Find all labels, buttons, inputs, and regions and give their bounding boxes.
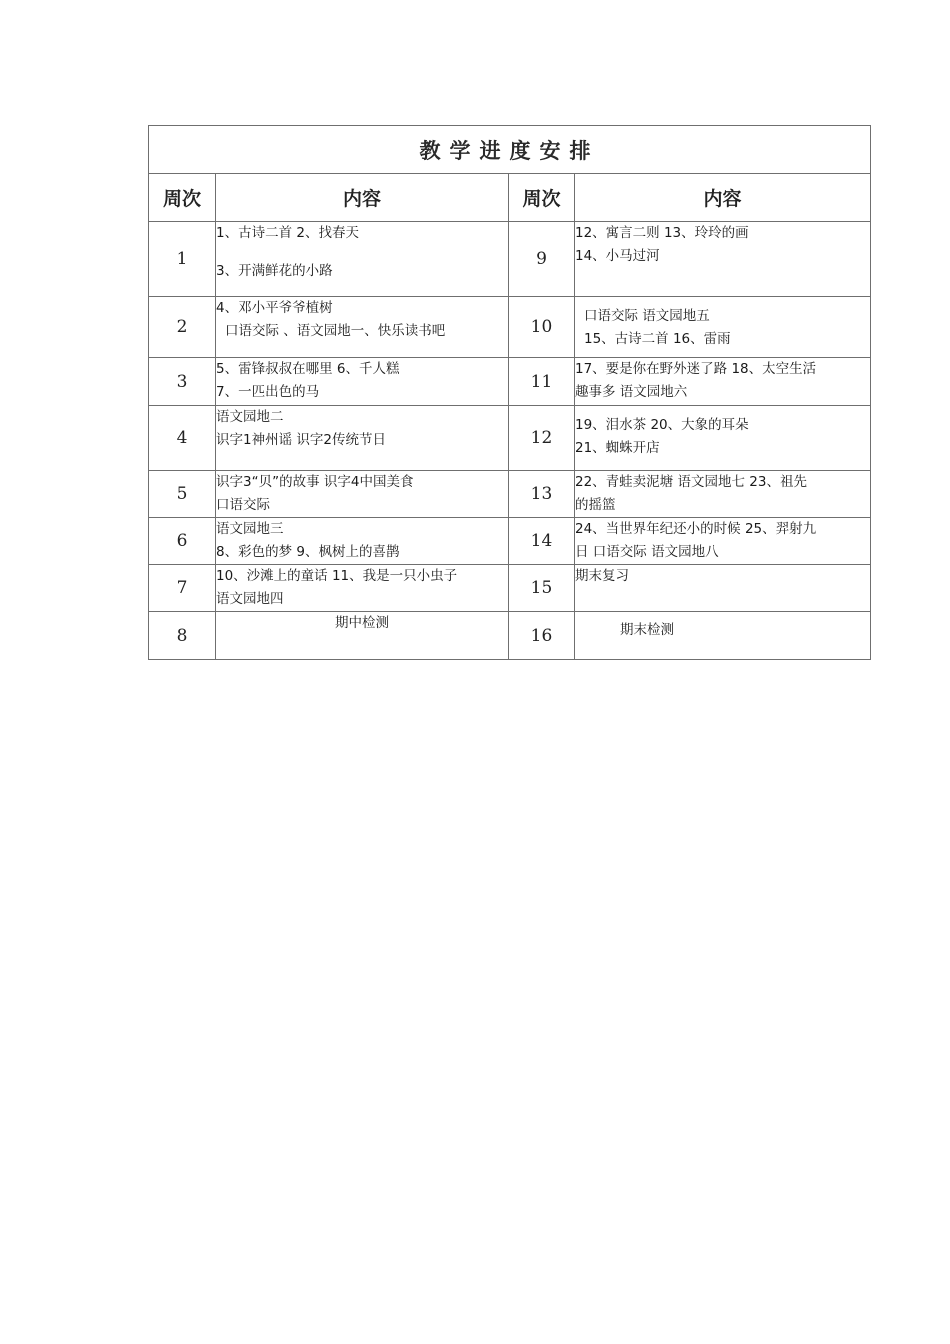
content-line: 22、青蛙卖泥塘 语文园地七 23、祖先 bbox=[575, 474, 807, 490]
content-line: 口语交际 、语文园地一、快乐读书吧 bbox=[225, 323, 446, 339]
week-number: 14 bbox=[509, 518, 575, 565]
table-row bbox=[149, 222, 871, 297]
week-number: 1 bbox=[149, 222, 216, 297]
week-number: 2 bbox=[149, 297, 216, 358]
content-line: 24、当世界年纪还小的时候 25、羿射九 bbox=[575, 521, 817, 537]
content-line: 识字3“贝”的故事 识字4中国美食 bbox=[216, 474, 414, 490]
content-line: 7、一匹出色的马 bbox=[216, 384, 320, 400]
week-content bbox=[575, 406, 871, 471]
week-content bbox=[575, 358, 871, 406]
title-row bbox=[149, 126, 871, 174]
week-header-right: 周次 bbox=[509, 174, 575, 222]
week-number: 7 bbox=[149, 565, 216, 612]
week-content bbox=[575, 471, 871, 518]
week-number: 12 bbox=[509, 406, 575, 471]
week-header-left: 周次 bbox=[149, 174, 216, 222]
content-line: 19、泪水茶 20、大象的耳朵 bbox=[575, 417, 749, 433]
schedule-table bbox=[148, 125, 871, 660]
table-row bbox=[149, 518, 871, 565]
content-line: 3、开满鲜花的小路 bbox=[216, 263, 333, 279]
content-line: 语文园地四 bbox=[216, 591, 284, 607]
week-content bbox=[575, 518, 871, 565]
table-row bbox=[149, 565, 871, 612]
content-line: 14、小马过河 bbox=[575, 248, 660, 264]
content-line: 期末复习 bbox=[575, 568, 629, 584]
week-content bbox=[575, 565, 871, 612]
week-content bbox=[216, 518, 509, 565]
content-line: 日 口语交际 语文园地八 bbox=[575, 544, 719, 560]
table-row bbox=[149, 612, 871, 660]
week-number: 10 bbox=[509, 297, 575, 358]
content-line: 15、古诗二首 16、雷雨 bbox=[584, 331, 731, 347]
week-number: 6 bbox=[149, 518, 216, 565]
content-header-right: 内容 bbox=[575, 174, 871, 222]
header-row bbox=[149, 174, 871, 222]
content-line: 17、要是你在野外迷了路 18、太空生活 bbox=[575, 361, 817, 377]
content-line: 12、寓言二则 13、玲玲的画 bbox=[575, 225, 749, 241]
week-content bbox=[575, 222, 871, 297]
content-header-left: 内容 bbox=[216, 174, 509, 222]
week-content bbox=[216, 358, 509, 406]
table-row bbox=[149, 297, 871, 358]
table-row bbox=[149, 406, 871, 471]
content-line: 的摇篮 bbox=[575, 497, 616, 513]
content-line: 1、古诗二首 2、找春天 bbox=[216, 225, 359, 241]
content-line: 10、沙滩上的童话 11、我是一只小虫子 bbox=[216, 568, 458, 584]
week-number: 11 bbox=[509, 358, 575, 406]
week-content bbox=[575, 297, 871, 358]
table-title: 教学进度安排 bbox=[149, 126, 871, 174]
week-number: 9 bbox=[509, 222, 575, 297]
content-line: 语文园地三 bbox=[216, 521, 284, 537]
content-line: 口语交际 bbox=[216, 497, 270, 513]
content-line: 8、彩色的梦 9、枫树上的喜鹊 bbox=[216, 544, 400, 560]
table-row bbox=[149, 358, 871, 406]
content-line: 趣事多 语文园地六 bbox=[575, 384, 688, 400]
week-content bbox=[216, 297, 509, 358]
table-row bbox=[149, 471, 871, 518]
week-content bbox=[216, 406, 509, 471]
week-content bbox=[216, 222, 509, 297]
week-number: 3 bbox=[149, 358, 216, 406]
content-line: 期末检测 bbox=[620, 622, 674, 638]
content-line: 识字1神州谣 识字2传统节日 bbox=[216, 432, 386, 448]
content-line: 口语交际 语文园地五 bbox=[584, 308, 710, 324]
week-number: 4 bbox=[149, 406, 216, 471]
week-content bbox=[216, 565, 509, 612]
content-line: 语文园地二 bbox=[216, 409, 284, 425]
content-line: 21、蜘蛛开店 bbox=[575, 440, 660, 456]
week-number: 8 bbox=[149, 612, 216, 660]
week-content bbox=[216, 471, 509, 518]
week-number: 5 bbox=[149, 471, 216, 518]
week-number: 15 bbox=[509, 565, 575, 612]
week-content bbox=[216, 612, 509, 660]
week-number: 16 bbox=[509, 612, 575, 660]
content-line: 期中检测 bbox=[335, 615, 389, 631]
week-number: 13 bbox=[509, 471, 575, 518]
content-line: 5、雷锋叔叔在哪里 6、千人糕 bbox=[216, 361, 400, 377]
content-line: 4、邓小平爷爷植树 bbox=[216, 300, 333, 316]
week-content bbox=[575, 612, 871, 660]
